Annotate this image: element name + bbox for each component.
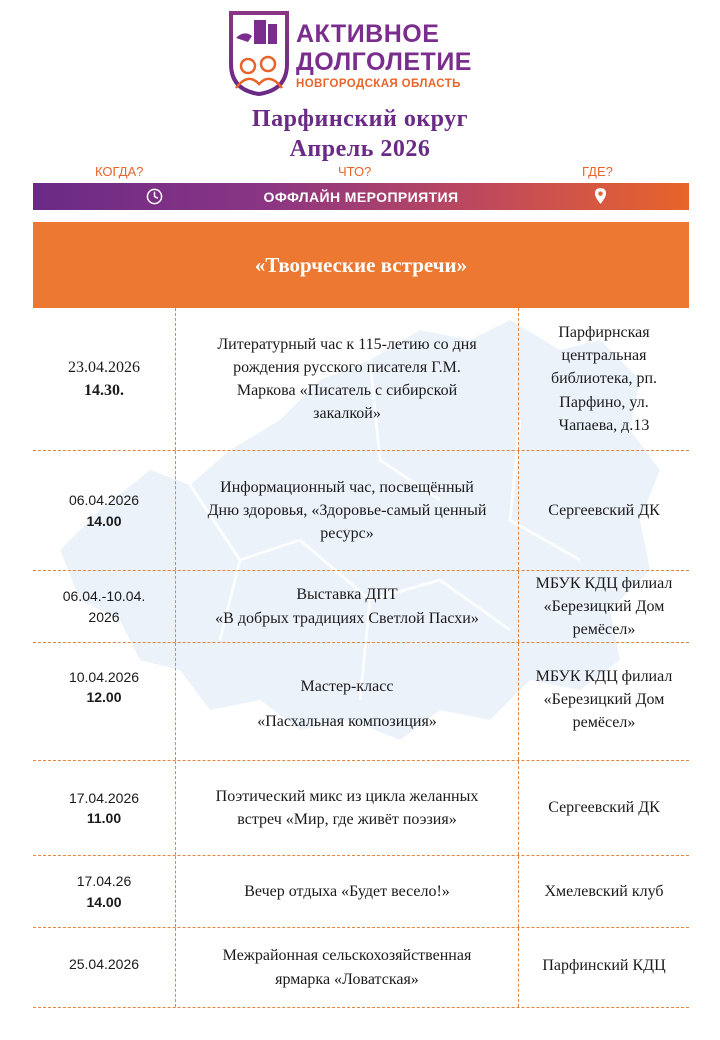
offline-events-bar [33,183,689,210]
month-title: Апрель 2026 [289,136,431,162]
event-where-cell [519,856,689,927]
event-place-line: Сергеевский ДК [548,799,660,817]
event-when-cell [33,571,176,642]
event-description-line: Дню здоровья, «Здоровье-самый ценный [207,501,487,519]
event-year: 2026 [88,608,120,625]
event-description-line: ярмарка «Ловатская» [275,970,419,988]
event-place-line: «Березицкий Дом [543,691,665,709]
event-description-line: «В добрых традициях Светлой Пасхи» [215,609,479,627]
event-when-cell [33,308,176,450]
event-what-cell [176,761,519,855]
event-when-cell [33,451,176,570]
event-what-cell [176,643,519,760]
event-place-line: Чапаева, д.13 [558,416,650,434]
section-banner [33,222,689,308]
event-what-cell [176,928,519,1007]
table-row [33,571,689,643]
event-where-cell [519,451,689,570]
logo-text-line3: НОВГОРОДСКАЯ ОБЛАСТЬ [296,78,461,90]
event-description-line: Выставка ДПТ [296,586,398,604]
event-where-cell [519,571,689,642]
header-what-label: ЧТО? [338,164,372,179]
event-description-line: рождения русского писателя Г.М. [233,358,461,376]
table-row [33,451,689,571]
logo-text-line2: ДОЛГОЛЕТИЕ [296,48,472,76]
event-description-line: закалкой» [313,405,381,423]
event-what-cell [176,571,519,642]
event-place-line: МБУК КДЦ филиал [535,668,673,685]
event-description-line: Межрайонная сельскохозяйственная [222,947,472,965]
event-what-cell [176,451,519,570]
event-where-cell [519,308,689,450]
event-date: 10.04.2026 [68,669,140,685]
event-place-line: ремёсел» [572,621,636,639]
event-where-cell [519,761,689,855]
event-place-line: Парфинский КДЦ [542,957,666,974]
event-date: 06.04.2026 [68,492,140,509]
district-title: Парфинский округ [251,106,469,132]
event-place-line: Сергеевский ДК [548,501,660,519]
event-place-line: Хмелевский клуб [544,882,664,900]
event-description-line: «Пасхальная композиция» [257,713,437,731]
event-where-cell [519,928,689,1007]
event-description-line: Маркова «Писатель с сибирской [236,382,458,399]
logo-text-line1: АКТИВНОЕ [296,20,440,48]
table-row [33,643,689,761]
event-place-line: МБУК КДЦ филиал [535,574,673,592]
event-what-cell [176,308,519,450]
event-where-cell [519,643,689,760]
event-description-line: ресурс» [320,525,374,543]
event-place-line: Парфирнская [558,324,650,342]
event-date: 25.04.2026 [68,956,140,972]
event-date: 17.04.26 [76,873,132,890]
header-when-label: КОГДА? [95,164,144,179]
event-time: 14.00 [86,893,122,910]
event-description-line: Вечер отдыха «Будет весело!» [244,882,450,900]
event-place-line: библиотека, рп. [550,370,658,388]
events-table [33,308,689,1008]
event-description-line: встреч «Мир, где живёт поэзия» [237,811,457,828]
event-time: 14.00 [86,512,122,529]
event-time: 12.00 [86,689,122,706]
event-time: 11.00 [86,810,122,826]
event-when-cell [33,928,176,1007]
event-description-line: Мастер-класс [300,678,394,695]
table-row [33,761,689,856]
event-place-line: ремёсел» [572,714,636,732]
location-pin-icon [594,187,607,205]
event-when-cell [33,856,176,927]
event-what-cell [176,856,519,927]
event-time: 14.30. [84,382,124,399]
table-row [33,928,689,1008]
section-title: «Творческие встречи» [254,252,468,277]
event-date: 17.04.2026 [68,789,140,806]
event-description-line: Литературный час к 115-летию со дня [217,335,477,353]
header-where-label: ГДЕ? [582,164,613,179]
event-place-line: «Березицкий Дом [543,597,665,615]
logo-emblem-icon [228,10,290,96]
event-place-line: центральная [561,347,647,365]
event-place-line: Парфино, ул. [559,393,649,411]
event-when-cell [33,761,176,855]
table-row [33,308,689,451]
active-longevity-logo [228,8,498,98]
event-date: 06.04.-10.04. [62,588,146,605]
event-description-line: Поэтический микс из цикла желанных [215,787,479,805]
event-description-line: Информационный час, посвещённый [220,478,474,496]
event-date: 23.04.2026 [68,358,140,376]
event-when-cell [33,643,176,760]
offline-events-label: ОФФЛАЙН МЕРОПРИЯТИЯ [263,189,459,205]
table-row [33,856,689,928]
